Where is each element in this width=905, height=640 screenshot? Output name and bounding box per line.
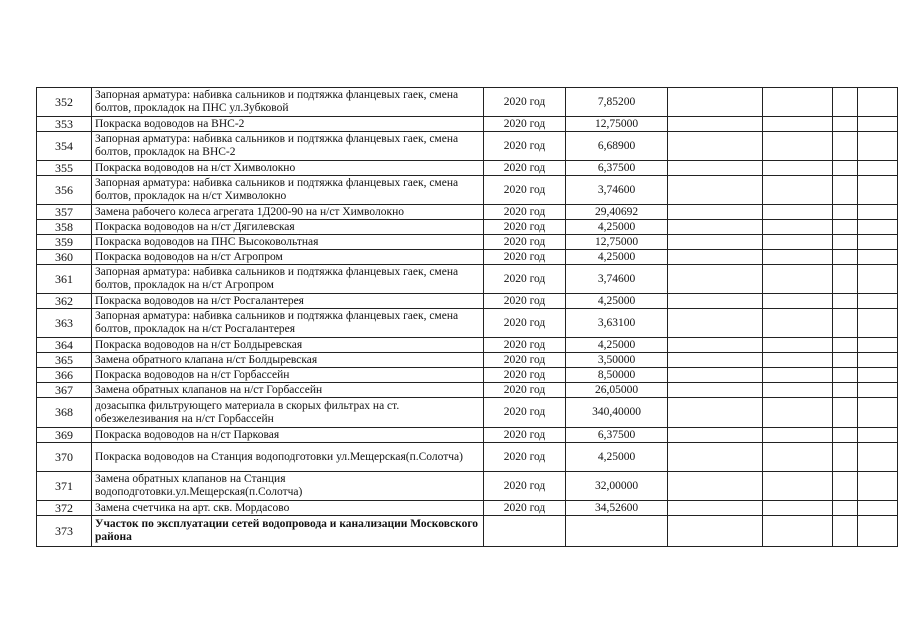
empty-cell	[763, 265, 833, 294]
empty-cell	[833, 383, 858, 398]
year-cell: 2020 год	[484, 309, 566, 338]
row-number-cell: 357	[37, 205, 92, 220]
empty-cell	[833, 294, 858, 309]
empty-cell	[668, 88, 763, 117]
empty-cell	[858, 398, 898, 428]
row-number-cell: 361	[37, 265, 92, 294]
empty-cell	[858, 161, 898, 176]
empty-cell	[763, 205, 833, 220]
table-row	[37, 338, 898, 353]
year-cell: 2020 год	[484, 353, 566, 368]
empty-cell	[668, 161, 763, 176]
empty-cell	[763, 250, 833, 265]
empty-cell	[668, 117, 763, 132]
amount-cell: 6,37500	[566, 161, 668, 176]
year-cell: 2020 год	[484, 220, 566, 235]
row-number-cell: 372	[37, 501, 92, 516]
empty-cell	[763, 398, 833, 428]
table-row	[37, 501, 898, 516]
empty-cell	[858, 501, 898, 516]
empty-cell	[668, 205, 763, 220]
empty-cell	[668, 220, 763, 235]
empty-cell	[858, 235, 898, 250]
empty-cell	[858, 117, 898, 132]
empty-cell	[833, 472, 858, 501]
year-cell	[484, 516, 566, 547]
row-number-cell: 358	[37, 220, 92, 235]
description-cell: Покраска водоводов на н/ст Парковая	[92, 428, 484, 443]
empty-cell	[858, 368, 898, 383]
year-cell: 2020 год	[484, 398, 566, 428]
description-cell: Замена счетчика на арт. скв. Мордасово	[92, 501, 484, 516]
row-number-cell: 367	[37, 383, 92, 398]
empty-cell	[763, 176, 833, 205]
table-row	[37, 205, 898, 220]
empty-cell	[858, 265, 898, 294]
description-cell: Покраска водоводов на н/ст Горбассейн	[92, 368, 484, 383]
empty-cell	[858, 309, 898, 338]
description-cell: Покраска водоводов на н/ст Агропром	[92, 250, 484, 265]
description-cell: Замена обратных клапанов на н/ст Горбассейн	[92, 383, 484, 398]
empty-cell	[858, 383, 898, 398]
empty-cell	[858, 472, 898, 501]
year-cell: 2020 год	[484, 443, 566, 472]
empty-cell	[858, 338, 898, 353]
row-number-cell: 360	[37, 250, 92, 265]
empty-cell	[833, 516, 858, 547]
empty-cell	[858, 132, 898, 161]
empty-cell	[858, 205, 898, 220]
year-cell: 2020 год	[484, 88, 566, 117]
year-cell: 2020 год	[484, 250, 566, 265]
table-row	[37, 176, 898, 205]
empty-cell	[833, 368, 858, 383]
empty-cell	[763, 294, 833, 309]
empty-cell	[668, 176, 763, 205]
amount-cell: 4,25000	[566, 220, 668, 235]
description-cell: Покраска водоводов на Станция водоподготовки ул.Мещерская(п.Солотча)	[92, 443, 484, 472]
amount-cell: 26,05000	[566, 383, 668, 398]
empty-cell	[858, 443, 898, 472]
description-cell: Покраска водоводов на ПНС Высоковольтная	[92, 235, 484, 250]
year-cell: 2020 год	[484, 161, 566, 176]
table-row	[37, 516, 898, 547]
empty-cell	[668, 265, 763, 294]
row-number-cell: 363	[37, 309, 92, 338]
empty-cell	[668, 428, 763, 443]
amount-cell: 6,68900	[566, 132, 668, 161]
empty-cell	[858, 353, 898, 368]
description-cell: Замена обратного клапана н/ст Болдыревская	[92, 353, 484, 368]
empty-cell	[858, 294, 898, 309]
empty-cell	[833, 132, 858, 161]
year-cell: 2020 год	[484, 428, 566, 443]
empty-cell	[763, 117, 833, 132]
empty-cell	[668, 368, 763, 383]
amount-cell: 29,40692	[566, 205, 668, 220]
row-number-cell: 366	[37, 368, 92, 383]
amount-cell: 4,25000	[566, 443, 668, 472]
empty-cell	[833, 88, 858, 117]
empty-cell	[858, 176, 898, 205]
empty-cell	[763, 368, 833, 383]
empty-cell	[668, 501, 763, 516]
empty-cell	[668, 294, 763, 309]
year-cell: 2020 год	[484, 501, 566, 516]
year-cell: 2020 год	[484, 176, 566, 205]
year-cell: 2020 год	[484, 205, 566, 220]
empty-cell	[833, 353, 858, 368]
empty-cell	[668, 235, 763, 250]
empty-cell	[668, 516, 763, 547]
table-row	[37, 117, 898, 132]
empty-cell	[858, 220, 898, 235]
description-cell: дозасыпка фильтрующего материала в скорых фильтрах на ст. обезжелезивания на н/ст Горбассейн	[92, 398, 484, 428]
description-cell: Покраска водоводов на н/ст Росгалантерея	[92, 294, 484, 309]
empty-cell	[833, 220, 858, 235]
empty-cell	[763, 88, 833, 117]
amount-cell: 6,37500	[566, 428, 668, 443]
table-row	[37, 220, 898, 235]
description-cell: Запорная арматура: набивка сальников и подтяжка фланцевых гаек, смена болтов, прокладок на ВНС-2	[92, 132, 484, 161]
year-cell: 2020 год	[484, 338, 566, 353]
description-cell: Покраска водоводов на н/ст Болдыревская	[92, 338, 484, 353]
description-cell: Запорная арматура: набивка сальников и подтяжка фланцевых гаек, смена болтов, прокладок на н/ст Агропром	[92, 265, 484, 294]
works-table	[36, 87, 898, 547]
amount-cell: 32,00000	[566, 472, 668, 501]
empty-cell	[668, 338, 763, 353]
empty-cell	[833, 428, 858, 443]
empty-cell	[668, 132, 763, 161]
table-row	[37, 368, 898, 383]
year-cell: 2020 год	[484, 117, 566, 132]
amount-cell: 8,50000	[566, 368, 668, 383]
year-cell: 2020 год	[484, 472, 566, 501]
table-row	[37, 235, 898, 250]
empty-cell	[833, 176, 858, 205]
amount-cell: 12,75000	[566, 235, 668, 250]
year-cell: 2020 год	[484, 294, 566, 309]
row-number-cell: 369	[37, 428, 92, 443]
empty-cell	[763, 501, 833, 516]
description-cell: Запорная арматура: набивка сальников и подтяжка фланцевых гаек, смена болтов, прокладок на н/ст Химволокно	[92, 176, 484, 205]
row-number-cell: 353	[37, 117, 92, 132]
empty-cell	[763, 132, 833, 161]
row-number-cell: 373	[37, 516, 92, 547]
description-cell: Замена рабочего колеса агрегата 1Д200-90 на н/ст Химволокно	[92, 205, 484, 220]
description-cell: Замена обратных клапанов на Станция водоподготовки.ул.Мещерская(п.Солотча)	[92, 472, 484, 501]
amount-cell: 4,25000	[566, 294, 668, 309]
year-cell: 2020 год	[484, 235, 566, 250]
description-cell: Покраска водоводов на ВНС-2	[92, 117, 484, 132]
row-number-cell: 365	[37, 353, 92, 368]
table-row	[37, 398, 898, 428]
table-row	[37, 250, 898, 265]
table-row	[37, 353, 898, 368]
description-cell: Запорная арматура: набивка сальников и подтяжка фланцевых гаек, смена болтов, прокладок на ПНС ул.Зубковой	[92, 88, 484, 117]
table-row	[37, 294, 898, 309]
empty-cell	[858, 428, 898, 443]
amount-cell	[566, 516, 668, 547]
row-number-cell: 352	[37, 88, 92, 117]
empty-cell	[858, 250, 898, 265]
empty-cell	[833, 338, 858, 353]
table-row	[37, 428, 898, 443]
table-row	[37, 265, 898, 294]
empty-cell	[858, 516, 898, 547]
year-cell: 2020 год	[484, 132, 566, 161]
table-row	[37, 309, 898, 338]
empty-cell	[763, 161, 833, 176]
table-row	[37, 443, 898, 472]
empty-cell	[763, 220, 833, 235]
empty-cell	[833, 443, 858, 472]
empty-cell	[858, 88, 898, 117]
empty-cell	[833, 205, 858, 220]
empty-cell	[833, 235, 858, 250]
row-number-cell: 370	[37, 443, 92, 472]
empty-cell	[668, 309, 763, 338]
year-cell: 2020 год	[484, 383, 566, 398]
empty-cell	[763, 472, 833, 501]
empty-cell	[668, 443, 763, 472]
row-number-cell: 354	[37, 132, 92, 161]
description-cell: Запорная арматура: набивка сальников и подтяжка фланцевых гаек, смена болтов, прокладок на н/ст Росгалантерея	[92, 309, 484, 338]
empty-cell	[763, 309, 833, 338]
row-number-cell: 364	[37, 338, 92, 353]
empty-cell	[763, 383, 833, 398]
row-number-cell: 356	[37, 176, 92, 205]
empty-cell	[833, 501, 858, 516]
empty-cell	[668, 353, 763, 368]
empty-cell	[833, 398, 858, 428]
row-number-cell: 359	[37, 235, 92, 250]
description-cell: Покраска водоводов на н/ст Химволокно	[92, 161, 484, 176]
empty-cell	[763, 443, 833, 472]
amount-cell: 340,40000	[566, 398, 668, 428]
table-row	[37, 383, 898, 398]
year-cell: 2020 год	[484, 368, 566, 383]
empty-cell	[833, 250, 858, 265]
empty-cell	[763, 353, 833, 368]
amount-cell: 4,25000	[566, 338, 668, 353]
row-number-cell: 368	[37, 398, 92, 428]
description-cell: Участок по эксплуатации сетей водопровода и канализации Московского района	[92, 516, 484, 547]
amount-cell: 12,75000	[566, 117, 668, 132]
amount-cell: 3,74600	[566, 176, 668, 205]
empty-cell	[763, 428, 833, 443]
empty-cell	[833, 265, 858, 294]
table-row	[37, 161, 898, 176]
empty-cell	[668, 383, 763, 398]
amount-cell: 4,25000	[566, 250, 668, 265]
empty-cell	[763, 235, 833, 250]
amount-cell: 3,74600	[566, 265, 668, 294]
amount-cell: 3,50000	[566, 353, 668, 368]
row-number-cell: 362	[37, 294, 92, 309]
table-row	[37, 132, 898, 161]
year-cell: 2020 год	[484, 265, 566, 294]
empty-cell	[668, 250, 763, 265]
amount-cell: 7,85200	[566, 88, 668, 117]
empty-cell	[833, 309, 858, 338]
empty-cell	[763, 516, 833, 547]
row-number-cell: 371	[37, 472, 92, 501]
table-row	[37, 88, 898, 117]
row-number-cell: 355	[37, 161, 92, 176]
empty-cell	[668, 398, 763, 428]
empty-cell	[668, 472, 763, 501]
empty-cell	[763, 338, 833, 353]
empty-cell	[833, 117, 858, 132]
table-row	[37, 472, 898, 501]
amount-cell: 34,52600	[566, 501, 668, 516]
empty-cell	[833, 161, 858, 176]
amount-cell: 3,63100	[566, 309, 668, 338]
description-cell: Покраска водоводов на н/ст Дягилевская	[92, 220, 484, 235]
